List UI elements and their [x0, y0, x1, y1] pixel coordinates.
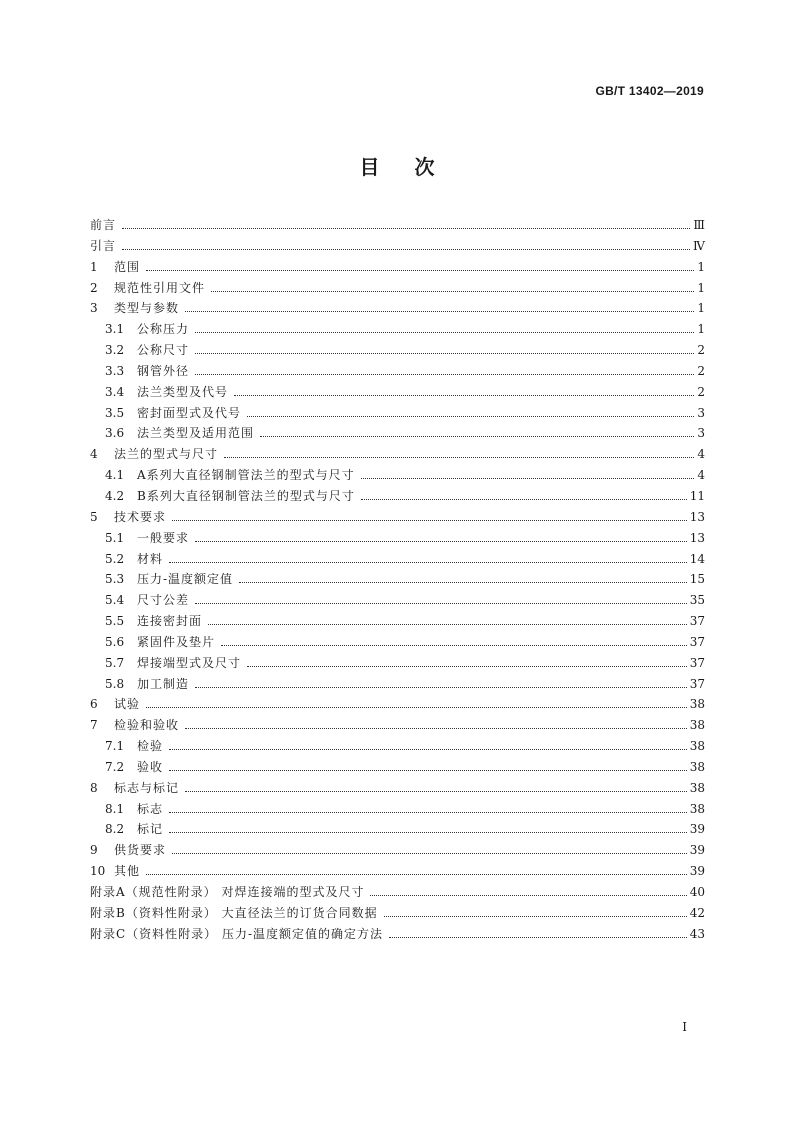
toc-dot-leader [224, 457, 694, 458]
toc-dot-leader [169, 770, 687, 771]
toc-entry[interactable] [90, 363, 705, 379]
toc-entry-label: 紧固件及垫片 [137, 634, 216, 649]
toc-dot-leader [169, 832, 687, 833]
toc-entry-label: 加工制造 [137, 676, 190, 691]
toc-entry[interactable] [90, 467, 705, 483]
toc-entry-label: 连接密封面 [137, 614, 203, 629]
toc-entry-label: 焊接端型式及尺寸 [137, 655, 242, 670]
toc-entry[interactable] [90, 780, 705, 796]
toc-entry[interactable] [90, 280, 705, 296]
toc-entry[interactable] [90, 509, 705, 525]
page-title [0, 151, 794, 180]
toc-entry-number: 8 [90, 780, 98, 795]
toc-entry-number: 3.5 [105, 405, 125, 420]
toc-entry[interactable] [90, 738, 705, 754]
toc-entry-page: 42 [689, 905, 705, 920]
toc-entry-page: 13 [689, 530, 705, 545]
toc-dot-leader [146, 874, 687, 875]
toc-entry[interactable] [90, 842, 705, 858]
toc-entry[interactable] [90, 425, 705, 441]
title-char-2: 次 [414, 155, 435, 179]
toc-entry-label: 引言 [90, 238, 117, 253]
toc-dot-leader [169, 812, 687, 813]
toc-entry[interactable] [90, 217, 705, 233]
toc-entry-number: 5.5 [105, 614, 125, 629]
toc-entry-label: 材料 [137, 551, 164, 566]
toc-entry-number: 4.1 [105, 468, 125, 483]
toc-dot-leader [169, 749, 687, 750]
toc-entry-page: 38 [689, 739, 705, 754]
toc-entry-page: 37 [689, 634, 705, 649]
toc-entry[interactable] [90, 384, 705, 400]
toc-entry-label: 供货要求 [114, 843, 167, 858]
toc-entry-label: 标记 [137, 822, 164, 837]
toc-entry-label: 钢管外径 [137, 363, 190, 378]
toc-entry-label: 标志与标记 [114, 780, 180, 795]
toc-entry[interactable] [90, 676, 705, 692]
toc-entry[interactable] [90, 300, 705, 316]
toc-entry-page: 39 [689, 864, 705, 879]
toc-dot-leader [208, 624, 687, 625]
toc-entry-page: 40 [689, 885, 705, 899]
toc-entry[interactable] [90, 926, 705, 942]
toc-entry-label: 密封面型式及代号 [137, 405, 242, 420]
toc-entry-number: 3.4 [105, 384, 125, 399]
toc-entry-page: 13 [689, 509, 705, 524]
toc-dot-leader [361, 499, 687, 500]
toc-entry[interactable] [90, 342, 705, 358]
toc-entry-label: 附录B（资料性附录） 大直径法兰的订货合同数据 [90, 905, 378, 920]
toc-entry-label: 标志 [137, 801, 164, 816]
toc-entry-label: B系列大直径钢制管法兰的型式与尺寸 [137, 488, 355, 503]
toc-entry[interactable] [90, 259, 705, 275]
toc-entry-page: 2 [697, 384, 705, 399]
toc-entry-page: 14 [689, 551, 705, 566]
toc-dot-leader [195, 687, 687, 688]
toc-entry-number: 5.8 [105, 676, 125, 691]
toc-entry-number: 3 [90, 301, 98, 316]
toc-dot-leader [185, 791, 687, 792]
toc-entry-label: 压力-温度额定值 [137, 572, 234, 587]
toc-dot-leader [185, 311, 694, 312]
toc-entry-label: 其他 [114, 864, 141, 879]
toc-entry-label: 技术要求 [114, 509, 167, 524]
toc-entry[interactable] [90, 884, 705, 900]
toc-entry-number: 3.2 [105, 343, 125, 358]
page-number: I [682, 1020, 687, 1034]
toc-entry-number: 4 [90, 447, 98, 462]
toc-dot-leader [260, 436, 694, 437]
toc-entry-page: 1 [697, 301, 705, 316]
toc-entry-number: 10 [90, 864, 106, 879]
toc-entry-number: 6 [90, 697, 98, 712]
toc-entry-label: 前言 [90, 218, 117, 232]
toc-entry-number: 5.1 [105, 530, 125, 545]
toc-entry[interactable] [90, 321, 705, 337]
toc-dot-leader [122, 249, 690, 250]
toc-entry-page: 38 [689, 759, 705, 774]
standard-code: GB/T 13402—2019 [595, 84, 704, 98]
toc-entry-page: 15 [689, 572, 705, 587]
toc-entry-page: 11 [689, 488, 705, 503]
toc-entry[interactable] [90, 530, 705, 546]
toc-entry[interactable] [90, 655, 705, 671]
toc-dot-leader [146, 707, 687, 708]
toc-entry[interactable] [90, 551, 705, 567]
toc-entry-page: Ⅳ [693, 238, 705, 253]
toc-entry[interactable] [90, 613, 705, 629]
toc-entry-page: 1 [697, 259, 705, 274]
toc-entry[interactable] [90, 238, 705, 254]
toc-entry-page: 38 [689, 780, 705, 795]
toc-entry-page: 2 [697, 363, 705, 378]
toc-dot-leader [389, 937, 687, 938]
toc-entry-page: 2 [697, 343, 705, 358]
toc-entry-number: 7.2 [105, 759, 125, 774]
toc-dot-leader [247, 416, 694, 417]
toc-dot-leader [195, 374, 694, 375]
toc-entry-number: 7.1 [105, 739, 125, 754]
toc-dot-leader [234, 395, 694, 396]
toc-entry-page: Ⅲ [693, 218, 705, 232]
toc-entry-number: 1 [90, 259, 98, 274]
toc-entry[interactable] [90, 696, 705, 712]
table-of-contents [90, 217, 705, 947]
toc-dot-leader [122, 228, 690, 229]
toc-dot-leader [169, 562, 687, 563]
toc-entry[interactable] [90, 759, 705, 775]
toc-entry-label: 验收 [137, 759, 164, 774]
title-char-1: 目 [359, 155, 380, 179]
toc-dot-leader [195, 541, 687, 542]
toc-entry-number: 5.6 [105, 634, 125, 649]
toc-dot-leader [195, 332, 694, 333]
toc-entry-label: 一般要求 [137, 530, 190, 545]
toc-dot-leader [172, 853, 687, 854]
toc-entry-number: 3.1 [105, 322, 125, 337]
toc-dot-leader [172, 520, 687, 521]
toc-entry-number: 4.2 [105, 488, 125, 503]
toc-entry-page: 39 [689, 843, 705, 858]
toc-entry-page: 38 [689, 718, 705, 733]
toc-entry-label: A系列大直径钢制管法兰的型式与尺寸 [137, 468, 355, 483]
toc-entry-page: 1 [697, 280, 705, 295]
toc-entry-page: 3 [697, 426, 705, 441]
toc-entry-label: 法兰类型及代号 [137, 384, 229, 399]
toc-entry-label: 附录A（规范性附录） 对焊连接端的型式及尺寸 [90, 885, 365, 899]
toc-entry-number: 5.7 [105, 655, 125, 670]
toc-entry-number: 5.2 [105, 551, 125, 566]
toc-dot-leader [370, 895, 686, 896]
toc-entry-page: 39 [689, 822, 705, 837]
toc-dot-leader [221, 645, 687, 646]
toc-entry-page: 38 [689, 697, 705, 712]
toc-entry-page: 37 [689, 655, 705, 670]
toc-entry-number: 3.6 [105, 426, 125, 441]
toc-entry[interactable] [90, 634, 705, 650]
toc-entry-label: 试验 [114, 697, 141, 712]
toc-dot-leader [239, 582, 687, 583]
toc-entry[interactable] [90, 801, 705, 817]
toc-entry-page: 1 [697, 322, 705, 337]
toc-entry-number: 7 [90, 718, 98, 733]
toc-entry[interactable] [90, 571, 705, 587]
toc-entry-page: 38 [689, 801, 705, 816]
toc-entry[interactable] [90, 405, 705, 421]
toc-entry-number: 5.4 [105, 593, 125, 608]
toc-entry-page: 4 [697, 468, 705, 483]
toc-entry-label: 公称压力 [137, 322, 190, 337]
toc-entry-label: 法兰类型及适用范围 [137, 426, 255, 441]
toc-dot-leader [211, 291, 694, 292]
toc-entry-number: 2 [90, 280, 98, 295]
toc-entry-number: 9 [90, 843, 98, 858]
toc-dot-leader [195, 353, 694, 354]
toc-dot-leader [361, 478, 694, 479]
toc-entry-label: 范围 [114, 259, 141, 274]
toc-entry-number: 5.3 [105, 572, 125, 587]
toc-dot-leader [146, 270, 694, 271]
toc-entry-number: 5 [90, 509, 98, 524]
toc-entry-page: 3 [697, 405, 705, 420]
toc-dot-leader [185, 728, 687, 729]
toc-entry-label: 尺寸公差 [137, 593, 190, 608]
toc-entry-page: 37 [689, 614, 705, 629]
toc-entry-label: 附录C（资料性附录） 压力-温度额定值的确定方法 [90, 926, 384, 941]
toc-entry-label: 检验 [137, 739, 164, 754]
toc-dot-leader [384, 916, 687, 917]
toc-entry[interactable] [90, 592, 705, 608]
toc-entry-label: 规范性引用文件 [114, 280, 206, 295]
toc-entry-page: 35 [689, 593, 705, 608]
toc-entry[interactable] [90, 863, 705, 879]
toc-entry-number: 8.1 [105, 801, 125, 816]
toc-dot-leader [195, 603, 687, 604]
toc-entry-label: 检验和验收 [114, 718, 180, 733]
toc-entry[interactable] [90, 717, 705, 733]
toc-entry-label: 法兰的型式与尺寸 [114, 447, 219, 462]
toc-entry[interactable] [90, 821, 705, 837]
toc-entry-page: 37 [689, 676, 705, 691]
toc-entry-page: 4 [697, 447, 705, 462]
toc-entry-number: 8.2 [105, 822, 125, 837]
toc-entry-label: 类型与参数 [114, 301, 180, 316]
toc-entry[interactable] [90, 488, 705, 504]
toc-entry-number: 3.3 [105, 363, 125, 378]
toc-entry[interactable] [90, 446, 705, 462]
toc-dot-leader [247, 666, 687, 667]
toc-entry[interactable] [90, 905, 705, 921]
toc-entry-page: 43 [689, 926, 705, 941]
toc-entry-label: 公称尺寸 [137, 343, 190, 358]
